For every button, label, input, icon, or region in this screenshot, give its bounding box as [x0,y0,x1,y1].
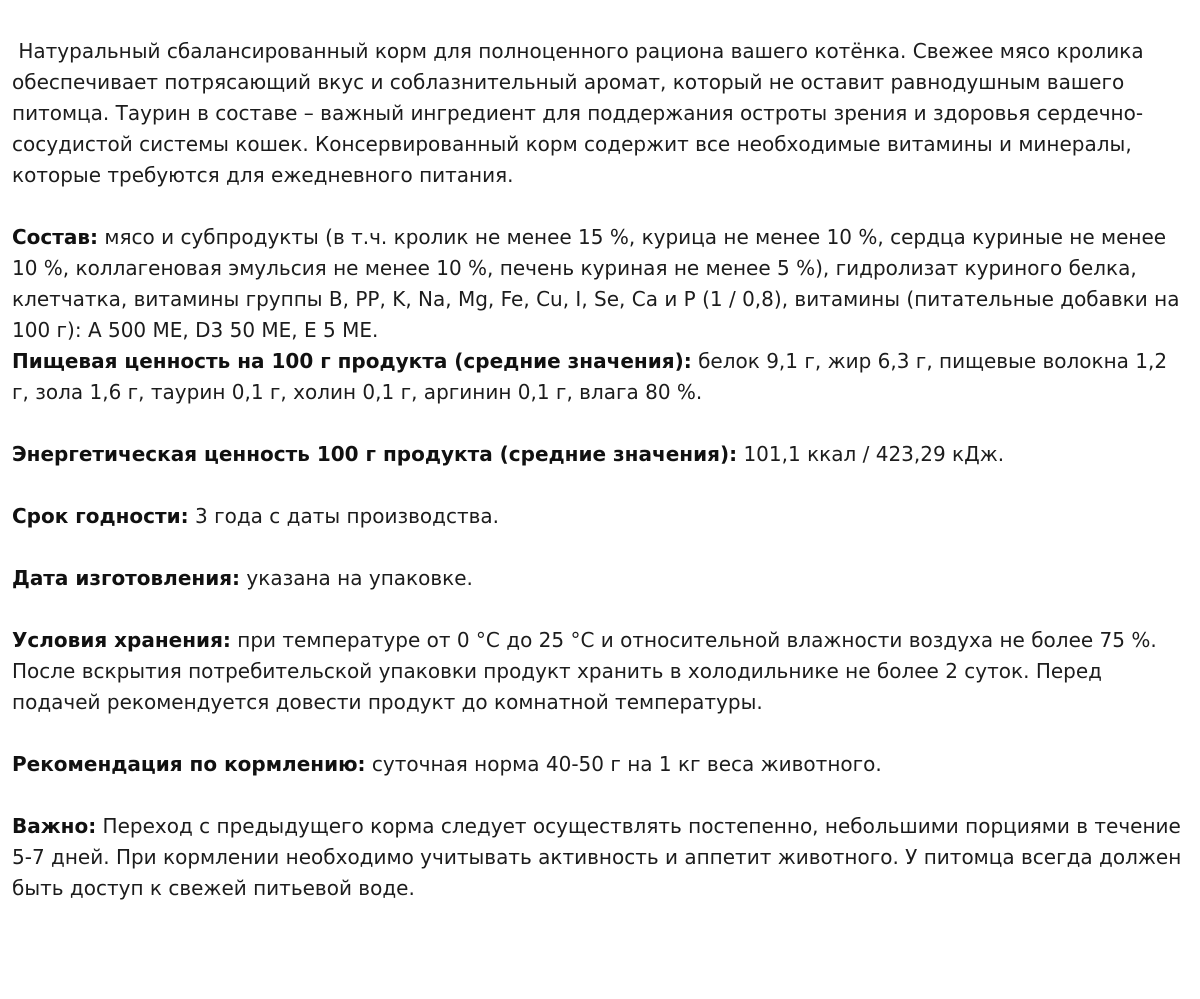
feeding-paragraph [12,749,1188,780]
manufacture-date-label: Дата изготовления: [12,566,241,590]
paragraph-gap [12,191,1188,222]
shelf-life-label: Срок годности: [12,504,189,528]
shelf-life-paragraph [12,501,1188,532]
important-label: Важно: [12,814,97,838]
energy-paragraph [12,439,1188,470]
paragraph-gap [12,594,1188,625]
intro-paragraph [12,36,1188,191]
paragraph-gap [12,532,1188,563]
storage-text: при температуре от 0 °С до 25 °С и относительной влажности воздуха не более 75 %. После вскрытия потребительской упаковки продукт хранить в холодильнике не более 2 суток. Перед подачей рекомендуется довести продукт до комнатной температуры. [12,628,1157,714]
paragraph-gap [12,718,1188,749]
paragraph-gap [12,470,1188,501]
important-paragraph [12,811,1188,904]
nutrition-text: белок 9,1 г, жир 6,3 г, пищевые волокна 1,2 г, зола 1,6 г, таурин 0,1 г, холин 0,1 г, аргинин 0,1 г, влага 80 %. [12,349,1168,404]
composition-label: Состав: [12,225,99,249]
composition-paragraph [12,222,1188,346]
shelf-life-text: 3 года с даты производства. [188,504,500,528]
storage-paragraph [12,625,1188,718]
composition-text: мясо и субпродукты (в т.ч. кролик не менее 15 %, курица не менее 10 %, сердца куриные не менее 10 %, коллагеновая эмульсия не менее 10 %, печень куриная не менее 5 %), гидролизат куриного белка, клетчатка, витамины группы B, PP, K, Na, Mg, Fe, Cu, I, Se, Ca и P (1 / 0,8), витамины (питательные добавки на 100 г): A 500 МЕ, D3 50 МЕ, E 5 МЕ. [12,225,1180,342]
energy-text: 101,1 ккал / 423,29 кДж. [737,442,1005,466]
storage-label: Условия хранения: [12,628,231,652]
feeding-text: суточная норма 40-50 г на 1 кг веса животного. [365,752,882,776]
paragraph-gap [12,780,1188,811]
nutrition-paragraph [12,346,1188,408]
paragraph-gap [12,408,1188,439]
manufacture-date-text: указана на упаковке. [240,566,473,590]
product-description [12,36,1188,904]
nutrition-label: Пищевая ценность на 100 г продукта (средние значения): [12,349,692,373]
manufacture-date-paragraph [12,563,1188,594]
intro-text: Натуральный сбалансированный корм для полноценного рациона вашего котёнка. Свежее мясо кролика обеспечивает потрясающий вкус и соблазнительный аромат, который не оставит равнодушным вашего питомца. Таурин в составе – важный ингредиент для поддержания остроты зрения и здоровья сердечно-сосудистой системы кошек. Консервированный корм содержит все необходимые витамины и минералы, которые требуются для ежедневного питания. [12,39,1151,187]
feeding-label: Рекомендация по кормлению: [12,752,366,776]
important-text: Переход с предыдущего корма следует осуществлять постепенно, небольшими порциями в течение 5-7 дней. При кормлении необходимо учитывать активность и аппетит животного. У питомца всегда должен быть доступ к свежей питьевой воде. [12,814,1182,900]
energy-label: Энергетическая ценность 100 г продукта (средние значения): [12,442,738,466]
